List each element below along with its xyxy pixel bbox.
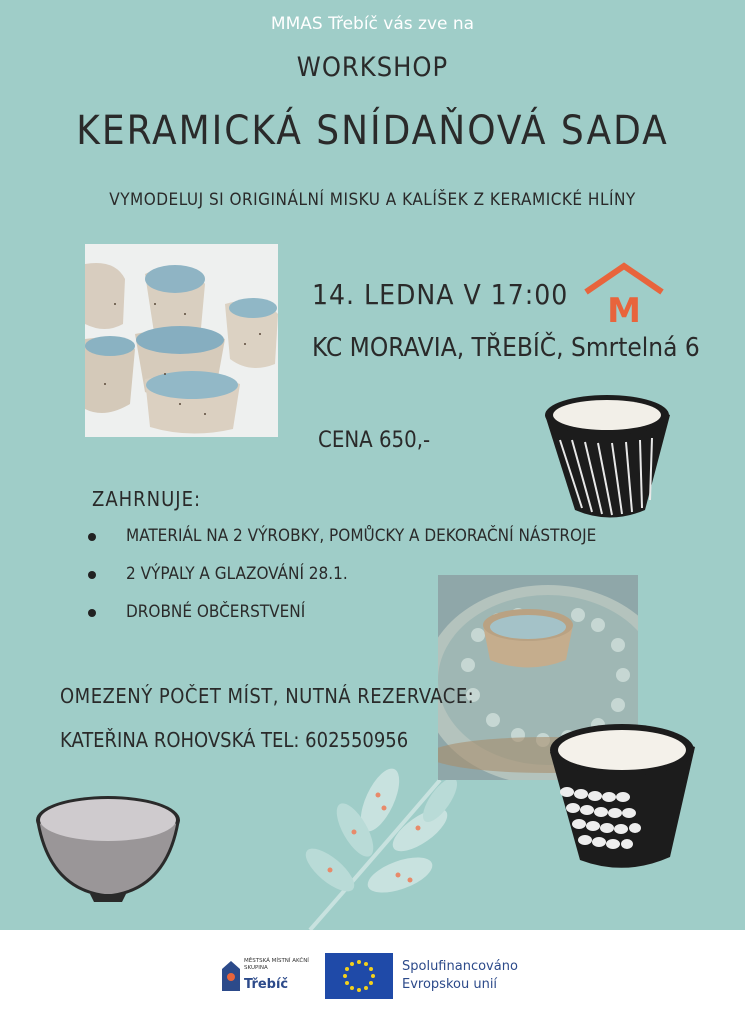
event-price: CENA 650,-	[318, 428, 431, 453]
event-place: KC MORAVIA, TŘEBÍČ, Smrtelná 6	[312, 333, 700, 363]
bullet-icon	[88, 533, 96, 541]
bullet-icon	[88, 609, 96, 617]
patterned-cup-icon	[545, 712, 700, 872]
ceramic-cups-photo	[85, 244, 278, 437]
event-title: KERAMICKÁ SNÍDAŇOVÁ SADA	[76, 108, 669, 154]
includes-label: ZAHRNUJE:	[92, 487, 202, 511]
mmas-emblem-icon	[222, 961, 240, 991]
bullet-icon	[88, 571, 96, 579]
grey-bowl-icon	[30, 790, 190, 905]
event-date: 14. LEDNA V 17:00	[312, 278, 569, 311]
eu-flag-icon	[325, 953, 393, 999]
eu-line-1: Spolufinancováno	[402, 959, 518, 974]
event-type: WORKSHOP	[296, 52, 449, 83]
list-item	[88, 526, 596, 564]
list-item-text: 2 VÝPALY A GLAZOVÁNÍ 28.1.	[126, 564, 348, 584]
leaf-branch-icon	[270, 760, 500, 930]
venue-logo-letter: M	[607, 291, 641, 326]
striped-cup-icon	[540, 390, 675, 520]
reservation-note: OMEZENÝ POČET MÍST, NUTNÁ REZERVACE:	[60, 684, 475, 708]
event-subtitle: VYMODELUJ SI ORIGINÁLNÍ MISKU A KALÍŠEK Z KERAMICKÉ HLÍNY	[109, 190, 636, 210]
house-m-logo-icon	[582, 262, 666, 326]
intro-text: MMAS Třebíč vás zve na	[270, 14, 475, 34]
contact-info: KATEŘINA ROHOVSKÁ TEL: 602550956	[60, 728, 409, 752]
footer	[0, 930, 745, 1024]
eu-funding-text	[402, 958, 518, 994]
mmas-city: Třebíč	[244, 977, 289, 992]
mmas-logo	[222, 955, 312, 997]
mmas-small-text: MĚSTSKÁ MÍSTNÍ AKČNÍ SKUPINA	[244, 958, 309, 971]
eu-line-2: Evropskou unií	[402, 977, 498, 992]
list-item-text: MATERIÁL NA 2 VÝROBKY, POMŮCKY A DEKORAČNÍ NÁSTROJE	[126, 526, 597, 546]
list-item-text: DROBNÉ OBČERSTVENÍ	[126, 602, 306, 622]
